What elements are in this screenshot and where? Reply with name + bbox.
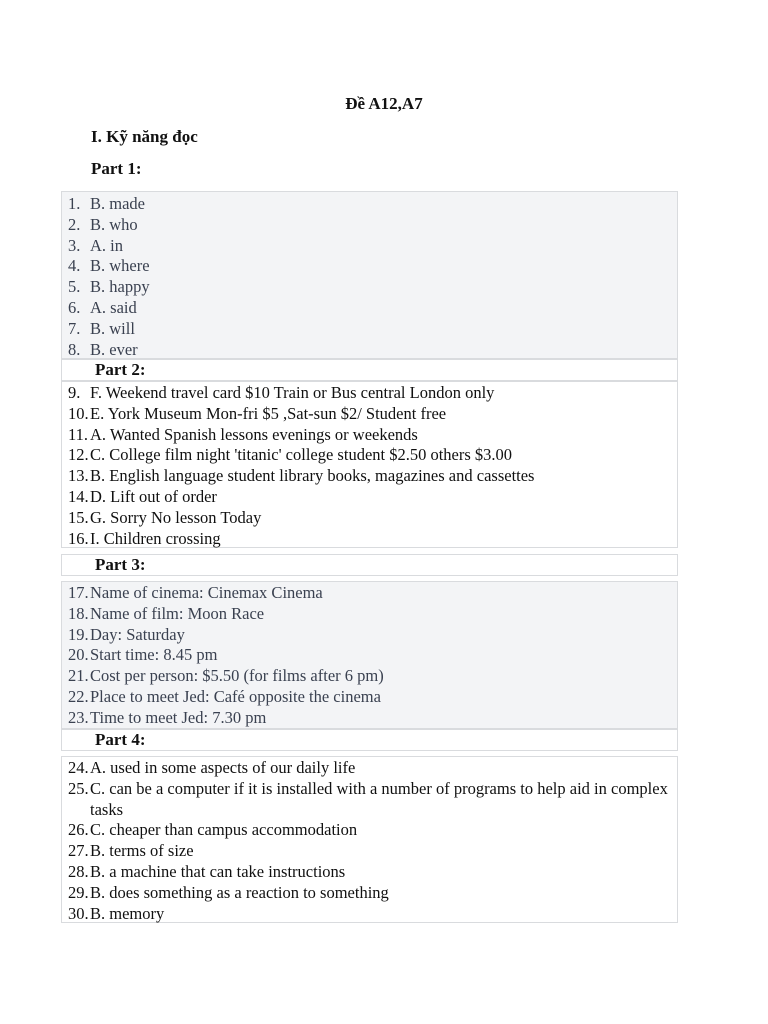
part3-answer-list — [62, 583, 677, 729]
list-item — [62, 529, 677, 550]
item-text: Start time: 8.45 pm — [90, 645, 218, 665]
item-number: 4. — [68, 256, 81, 276]
item-text: F. Weekend travel card $10 Train or Bus central London only — [90, 383, 495, 402]
item-text: B. will — [90, 318, 135, 338]
item-number: 28. — [68, 861, 89, 881]
document-title: Đề A12,A7 — [345, 94, 423, 113]
item-text: A. in — [90, 235, 123, 255]
item-text: B. English language student library books, magazines and cassettes — [90, 466, 535, 486]
part2-answer-list — [62, 383, 677, 549]
item-number: 21. — [68, 666, 89, 686]
list-item — [62, 604, 677, 625]
item-number: 27. — [68, 841, 89, 861]
item-number: 7. — [68, 318, 81, 338]
item-number: 29. — [68, 882, 89, 902]
item-number: 23. — [68, 707, 89, 727]
item-text: B. ever — [90, 339, 138, 359]
list-item — [62, 340, 677, 361]
item-number: 18. — [68, 603, 89, 623]
item-number: 13. — [68, 466, 89, 486]
part3-label: Part 3: — [61, 554, 678, 576]
list-item — [62, 820, 677, 841]
list-item — [62, 236, 677, 257]
item-text: Time to meet Jed: 7.30 pm — [90, 707, 267, 727]
item-text: C. can be a computer if it is installed with a number of programs to help aid in complex tasks — [90, 778, 668, 819]
list-item — [62, 862, 677, 883]
item-number: 25. — [68, 778, 89, 798]
list-item — [62, 645, 677, 666]
part1-label: Part 1: — [91, 159, 142, 178]
item-number: 14. — [68, 486, 89, 506]
item-number: 2. — [68, 214, 81, 234]
item-number: 6. — [68, 297, 81, 317]
item-number: 24. — [68, 758, 89, 777]
list-item — [62, 508, 677, 529]
list-item — [62, 583, 677, 604]
list-item — [62, 277, 677, 298]
part4-label: Part 4: — [61, 729, 678, 751]
item-text: B. terms of size — [90, 841, 194, 861]
list-item — [62, 904, 677, 925]
item-text: C. College film night 'titanic' college student $2.50 others $3.00 — [90, 445, 513, 465]
item-number: 30. — [68, 903, 89, 923]
item-number: 16. — [68, 528, 89, 548]
list-item — [62, 841, 677, 862]
item-number: 9. — [68, 383, 81, 402]
list-item — [62, 779, 677, 821]
item-text: G. Sorry No lesson Today — [90, 507, 262, 527]
item-text: Name of film: Moon Race — [90, 603, 265, 623]
list-item — [62, 883, 677, 904]
item-text: A. used in some aspects of our daily life — [90, 758, 356, 777]
item-text: Name of cinema: Cinemax Cinema — [90, 583, 323, 602]
list-item — [62, 319, 677, 340]
part2-answer-box — [61, 381, 678, 548]
list-item — [62, 194, 677, 215]
list-item — [62, 383, 677, 404]
item-number: 11. — [68, 424, 89, 444]
part2-label: Part 2: — [61, 359, 678, 381]
list-item — [62, 298, 677, 319]
list-item — [62, 445, 677, 466]
part4-answer-box — [61, 756, 678, 923]
item-number: 17. — [68, 583, 89, 602]
list-item — [62, 666, 677, 687]
list-item — [62, 425, 677, 446]
item-text: B. who — [90, 214, 138, 234]
item-text: Place to meet Jed: Café opposite the cinema — [90, 686, 381, 706]
item-text: E. York Museum Mon-fri $5 ,Sat-sun $2/ Student free — [90, 403, 447, 423]
item-number: 12. — [68, 445, 89, 465]
item-text: Cost per person: $5.50 (for films after 6 pm) — [90, 666, 384, 686]
item-text: Day: Saturday — [90, 624, 185, 644]
part4-answer-list — [62, 758, 677, 924]
list-item — [62, 687, 677, 708]
list-item — [62, 625, 677, 646]
list-item — [62, 758, 677, 779]
item-number: 1. — [68, 194, 81, 213]
item-number: 8. — [68, 339, 81, 359]
part3-answer-box — [61, 581, 678, 729]
item-text: B. does something as a reaction to something — [90, 882, 389, 902]
part1-answer-list — [62, 194, 677, 360]
item-number: 10. — [68, 403, 89, 423]
list-item — [62, 487, 677, 508]
list-item — [62, 466, 677, 487]
item-text: B. where — [90, 256, 150, 276]
item-number: 5. — [68, 277, 81, 297]
item-number: 20. — [68, 645, 89, 665]
item-text: A. said — [90, 297, 137, 317]
item-text: I. Children crossing — [90, 528, 221, 548]
item-number: 19. — [68, 624, 89, 644]
item-text: B. happy — [90, 277, 150, 297]
list-item — [62, 404, 677, 425]
item-text: B. memory — [90, 903, 165, 923]
part1-answer-box — [61, 191, 678, 359]
item-number: 3. — [68, 235, 81, 255]
item-text: C. cheaper than campus accommodation — [90, 820, 358, 840]
list-item — [62, 708, 677, 729]
item-text: B. a machine that can take instructions — [90, 861, 346, 881]
item-number: 26. — [68, 820, 89, 840]
item-number: 22. — [68, 686, 89, 706]
item-text: B. made — [90, 194, 145, 213]
item-text: D. Lift out of order — [90, 486, 217, 506]
section-heading: I. Kỹ năng đọc — [91, 127, 198, 146]
item-number: 15. — [68, 507, 89, 527]
list-item — [62, 256, 677, 277]
item-text: A. Wanted Spanish lessons evenings or weekends — [90, 424, 418, 444]
list-item — [62, 215, 677, 236]
